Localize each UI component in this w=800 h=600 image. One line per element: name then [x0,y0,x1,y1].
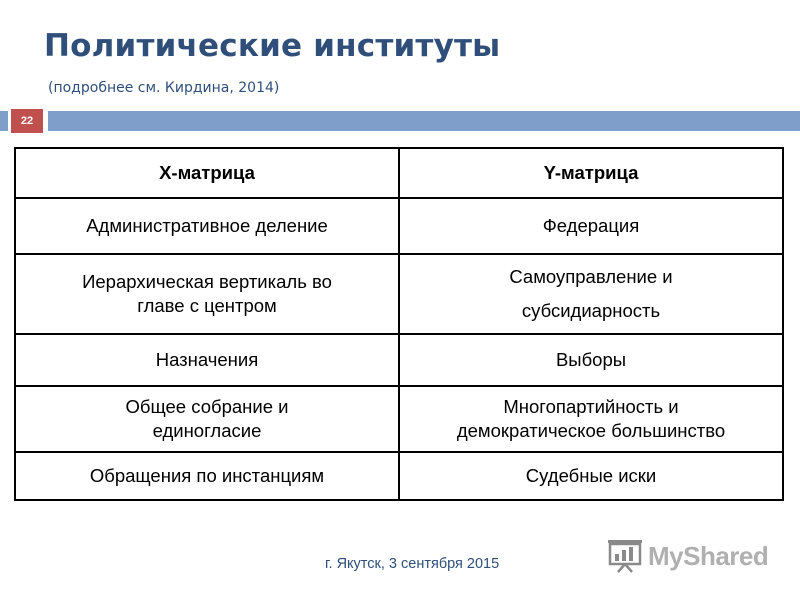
table-cell-x: Общее собрание и единогласие [15,386,399,452]
slide-footer: г. Якутск, 3 сентября 2015 [325,556,500,572]
table-row [15,198,783,254]
table-cell-x: Обращения по инстанциям [15,452,399,500]
column-header-x: X-матрица [15,148,399,198]
table-cell-x: Иерархическая вертикаль во главе с центром [15,254,399,334]
table-cell-y: Самоуправление и субсидиарность [399,254,783,334]
table-cell-x: Назначения [15,334,399,386]
column-header-y: Y-матрица [399,148,783,198]
slide-subtitle: (подробнее см. Кирдина, 2014) [48,80,280,96]
table-row [15,334,783,386]
table-cell-y: Судебные иски [399,452,783,500]
presentation-board-icon [606,538,644,574]
table-row [15,386,783,452]
table-header-row [15,148,783,198]
table-cell-y: Выборы [399,334,783,386]
logo-text [648,541,768,572]
table-row [15,452,783,500]
table-row [15,254,783,334]
table-cell-x: Административное деление [15,198,399,254]
slide-number-badge: 22 [11,109,43,133]
logo-text-my: My [648,540,684,571]
table-cell-y: Федерация [399,198,783,254]
logo-text-shared: Shared [683,540,769,571]
header-bar-left [0,111,8,131]
slide-title: Политические институты [44,28,501,64]
table-cell-y: Многопартийность и демократическое большинство [399,386,783,452]
myshared-logo [606,536,768,576]
header-bar [48,111,800,131]
comparison-table [14,147,784,501]
